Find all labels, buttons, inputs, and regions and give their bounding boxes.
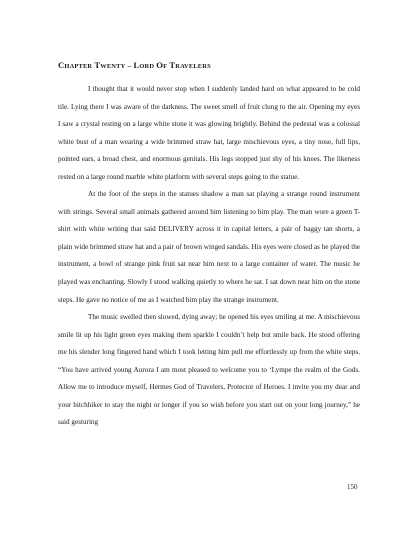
page-number: 150 [347, 483, 358, 491]
paragraph-3: The music swelled then slowed, dying away; he opened his eyes smiling at me. A mischievous smile lit up his light green eyes making them sparkle I couldn’t help but smile back. He stood offering me his slender long fingered hand which I took letting him pull me effortlessly up from the white steps. “You have arrived young Aurora I am most pleased to welcome you to ‘Lympe the realm of the Gods. Allow me to introduce myself, Hermes God of Travelers, Protector of Heroes. I invite you my dear and your hitchhiker to stay the night or longer if you so wish before you start out on your long journey,” he said gesturing [58, 313, 360, 427]
paragraph-2: At the foot of the steps in the statues shadow a man sat playing a strange round instrument with strings. Several small animals gathered around him listening to him play. The man wore a green T-shirt with white writing that said DELIVERY across it in capital letters, a pair of baggy tan shorts, a plain wide brimmed straw hat and a pair of brown winged sandals. His eyes were closed as he played the instrument, a bowl of strange pink fruit sat near him next to a large container of water. The music he played was enchanting. Slowly I stood walking quietly to where he sat. I sat down near him on the stone steps. He gave no notice of me as I watched him play the strange instrument. [58, 190, 360, 304]
page-body [58, 60, 360, 432]
paragraph-1: I thought that it would never stop when I suddenly landed hard on what appeared to be cold tile. Lying there I was aware of the darkness. The sweet smell of fruit clung to the air. Opening my eyes I saw a crystal resting on a large white stone it was glowing brightly. Behind the pedestal was a colossal white bust of a man wearing a wide brimmed straw hat, large mischievous eyes, a tiny nose, full lips, pointed ears, a broad chest, and enormous genitals. His legs stopped just shy of his knees. The likeness rested on a large round marble white platform with several steps going to the statue. [58, 85, 360, 181]
chapter-heading: CHAPTER TWENTY – LORD OF TRAVELERS [58, 60, 211, 70]
